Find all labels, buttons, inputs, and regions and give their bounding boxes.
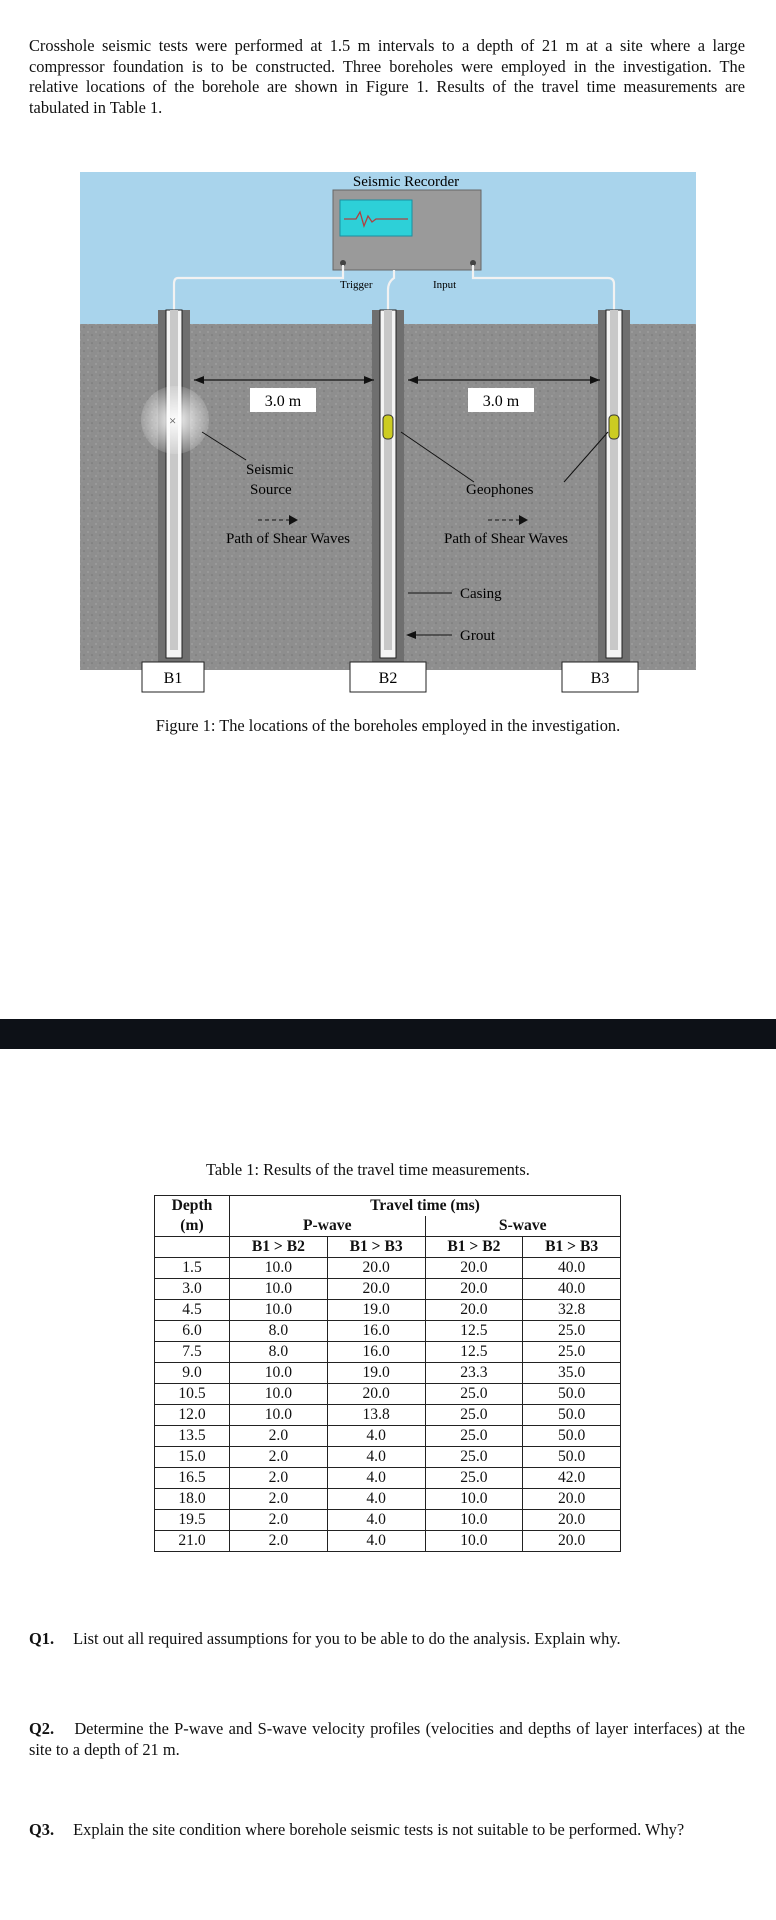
question-1 [29,1628,745,1649]
depth-cell: 1.5 [155,1258,230,1279]
travel-time-cell: 20.0 [523,1510,621,1531]
travel-time-cell: 13.8 [327,1405,425,1426]
geophone-b2 [383,415,393,439]
depth-cell: 13.5 [155,1426,230,1447]
table-row [155,1489,621,1510]
borehole-b1 [158,310,190,662]
seismic-recorder-label: Seismic Recorder [352,174,460,190]
travel-time-cell: 4.0 [327,1531,425,1552]
borehole-b2 [372,310,404,662]
figure-caption: Figure 1: The locations of the boreholes employed in the investigation. [155,716,621,735]
depth-cell: 12.0 [155,1405,230,1426]
travel-time-cell: 2.0 [230,1489,328,1510]
depth-cell: 10.5 [155,1384,230,1405]
spacing-b2-b3: 3.0 m [482,393,520,410]
travel-time-cell: 10.0 [230,1384,328,1405]
shear-path-left: Path of Shear Waves [226,531,350,547]
travel-time-cell: 10.0 [230,1279,328,1300]
travel-time-cell: 10.0 [425,1510,523,1531]
seismic-source-label-2: Source [250,482,292,498]
shear-path-right: Path of Shear Waves [444,531,568,547]
travel-time-cell: 4.0 [327,1489,425,1510]
travel-time-cell: 10.0 [230,1405,328,1426]
travel-time-cell: 32.8 [523,1300,621,1321]
depth-cell: 4.5 [155,1300,230,1321]
depth-cell: 19.5 [155,1510,230,1531]
depth-cell: 3.0 [155,1279,230,1300]
question-3 [29,1819,745,1840]
depth-cell: 18.0 [155,1489,230,1510]
p-b1b2-header: B1 > B2 [230,1237,328,1258]
b3-label: B3 [590,670,610,687]
table-row [155,1300,621,1321]
travel-time-cell: 2.0 [230,1510,328,1531]
travel-time-cell: 35.0 [523,1363,621,1384]
travel-time-cell: 20.0 [523,1489,621,1510]
casing-label: Casing [460,586,502,602]
spacing-b1-b2: 3.0 m [264,393,302,410]
travel-time-cell: 10.0 [425,1489,523,1510]
grout-label: Grout [460,628,495,644]
table-row [155,1405,621,1426]
travel-time-cell: 20.0 [327,1279,425,1300]
depth-cell: 6.0 [155,1321,230,1342]
q3-text: Explain the site condition where borehole seismic tests is not suitable to be performed. Why? [73,1820,685,1839]
travel-time-cell: 40.0 [523,1258,621,1279]
q2-label: Q2. [29,1719,55,1738]
travel-time-cell: 4.0 [327,1426,425,1447]
travel-time-cell: 2.0 [230,1426,328,1447]
recorder-screen [340,200,412,236]
s-b1b2-header: B1 > B2 [425,1237,523,1258]
table-row [155,1531,621,1552]
travel-time-cell: 40.0 [523,1279,621,1300]
travel-time-cell: 20.0 [425,1279,523,1300]
borehole-b3 [598,310,630,662]
table-row [155,1510,621,1531]
travel-time-cell: 19.0 [327,1300,425,1321]
q3-label: Q3. [29,1820,55,1839]
table-row [155,1258,621,1279]
travel-time-cell: 50.0 [523,1426,621,1447]
travel-time-cell: 4.0 [327,1510,425,1531]
travel-time-cell: 25.0 [523,1342,621,1363]
travel-time-cell: 20.0 [523,1531,621,1552]
b1-label: B1 [163,670,183,687]
depth-cell: 7.5 [155,1342,230,1363]
depth-cell: 16.5 [155,1468,230,1489]
travel-time-cell: 8.0 [230,1342,328,1363]
travel-time-cell: 25.0 [523,1321,621,1342]
travel-time-cell: 50.0 [523,1447,621,1468]
dark-divider-band [0,1019,776,1049]
table-row [155,1447,621,1468]
table-row [155,1468,621,1489]
travel-time-cell: 20.0 [425,1300,523,1321]
travel-time-cell: 16.0 [327,1321,425,1342]
table-row [155,1363,621,1384]
travel-time-cell: 25.0 [425,1426,523,1447]
travel-time-cell: 10.0 [230,1363,328,1384]
p-b1b3-header: B1 > B3 [327,1237,425,1258]
seismic-source-label-1: Seismic [246,462,294,478]
q1-text: List out all required assumptions for you to be able to do the analysis. Explain why. [73,1629,621,1648]
table-row [155,1342,621,1363]
travel-time-cell: 2.0 [230,1447,328,1468]
depth-header: Depth (m) [155,1196,230,1237]
s-b1b3-header: B1 > B3 [523,1237,621,1258]
intro-paragraph: Crosshole seismic tests were performed at 1.5 m intervals to a depth of 21 m at a site where a large compressor foundation is to be constructed. Three boreholes were employed in the investigation. The relative locations of the borehole are shown in Figure 1. Results of the travel time measurements are tabulated in Table 1. [29,36,745,117]
table-row [155,1384,621,1405]
depth-cell: 9.0 [155,1363,230,1384]
travel-time-cell: 25.0 [425,1405,523,1426]
geophone-b3 [609,415,619,439]
travel-time-cell: 4.0 [327,1468,425,1489]
travel-time-cell: 50.0 [523,1405,621,1426]
travel-time-header: Travel time (ms) [230,1196,621,1217]
question-2 [29,1718,745,1760]
travel-time-cell: 12.5 [425,1342,523,1363]
travel-time-cell: 23.3 [425,1363,523,1384]
travel-time-cell: 25.0 [425,1447,523,1468]
travel-time-cell: 42.0 [523,1468,621,1489]
travel-time-cell: 20.0 [327,1384,425,1405]
q2-text: Determine the P-wave and S-wave velocity profiles (velocities and depths of layer interfaces) at the site to a depth of 21 m. [29,1719,745,1759]
borehole-figure [78,170,698,710]
travel-time-cell: 10.0 [230,1258,328,1279]
travel-time-cell: 25.0 [425,1468,523,1489]
travel-time-cell: 50.0 [523,1384,621,1405]
trigger-label: Trigger [340,279,373,291]
travel-time-cell: 2.0 [230,1531,328,1552]
travel-time-cell: 16.0 [327,1342,425,1363]
table-caption: Table 1: Results of the travel time measurements. [206,1160,530,1179]
travel-time-cell: 10.0 [425,1531,523,1552]
travel-time-cell: 12.5 [425,1321,523,1342]
travel-time-cell: 20.0 [327,1258,425,1279]
table-row [155,1279,621,1300]
travel-time-cell: 10.0 [230,1300,328,1321]
input-label: Input [433,279,457,291]
svg-text:×: × [169,413,177,428]
travel-time-cell: 25.0 [425,1384,523,1405]
depth-cell: 15.0 [155,1447,230,1468]
travel-time-cell: 4.0 [327,1447,425,1468]
travel-time-cell: 20.0 [425,1258,523,1279]
pwave-header: P-wave [230,1216,426,1237]
swave-header: S-wave [425,1216,621,1237]
table-row [155,1426,621,1447]
b2-label: B2 [378,670,398,687]
q1-label: Q1. [29,1629,55,1648]
depth-cell: 21.0 [155,1531,230,1552]
travel-time-cell: 2.0 [230,1468,328,1489]
travel-time-cell: 8.0 [230,1321,328,1342]
table-row [155,1321,621,1342]
travel-time-table [154,1195,621,1552]
geophones-label: Geophones [466,482,534,498]
travel-time-cell: 19.0 [327,1363,425,1384]
